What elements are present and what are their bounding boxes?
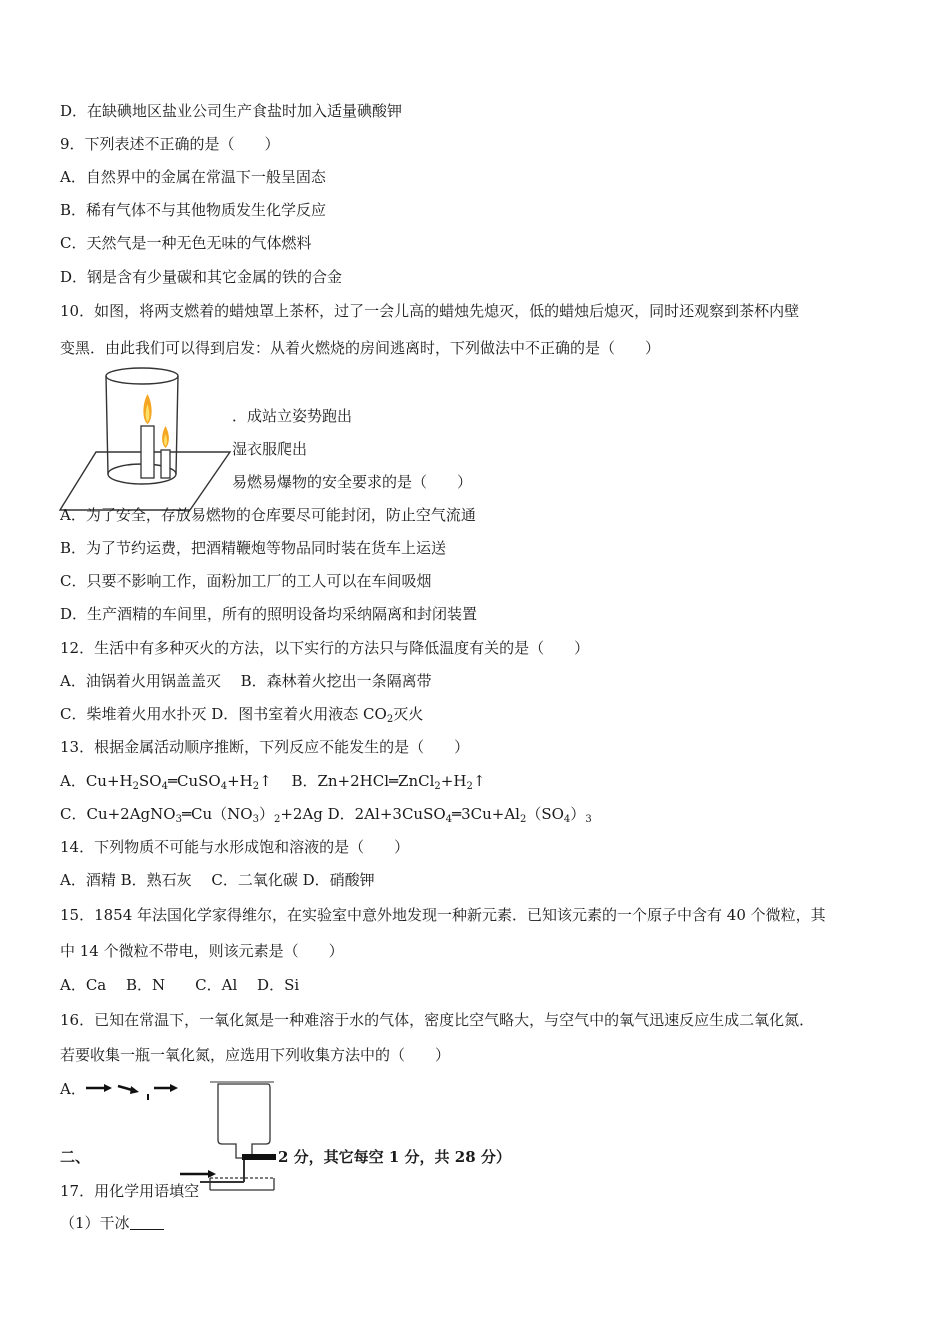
text: ） <box>258 805 274 823</box>
option-line: B．稀有气体不与其他物质发生化学反应 <box>60 201 327 219</box>
question-11-fragment: 易燃易爆物的安全要求的是（ ） <box>232 473 473 491</box>
option-line: A．为了安全，存放易燃物的仓库要尽可能封闭，防止空气流通 <box>60 506 476 524</box>
question-16: 16．已知在常温下，一氧化氮是一种难溶于水的气体，密度比空气略大，与空气中的氧气迅速反应生成二氧化氮． <box>60 1011 815 1029</box>
question-15: 15．1854 年法国化学家得维尔，在实验室中意外地发现一种新元素．已知该元素的一个原子中含有 40 个微粒，其 <box>60 906 826 924</box>
gas-bottle-figure <box>170 1078 276 1196</box>
option-fragment: ．成站立姿势跑出 <box>232 407 353 425</box>
subscript: 3 <box>585 814 592 825</box>
option-line <box>60 704 423 730</box>
question-16-cont: 若要收集一瓶一氧化氮，应选用下列收集方法中的（ ） <box>60 1046 451 1064</box>
question-12: 12．生活中有多种灭火的方法，以下实行的方法只与降低温度有关的是（ ） <box>60 639 590 657</box>
subscript: 2 <box>519 814 527 825</box>
option-line: A．酒精 B．熟石灰 C．二氧化碳 D．硝酸钾 <box>60 871 375 889</box>
text: ═CuSO <box>167 772 221 790</box>
text: ↑ B．Zn+2HCl═ZnCl <box>259 772 435 790</box>
option-line: B．为了节约运费，把酒精鞭炮等物品同时装在货车上运送 <box>60 539 447 557</box>
text: +H <box>227 772 253 790</box>
question-10: 10．如图，将两支燃着的蜡烛罩上茶杯，过了一会儿高的蜡烛先熄灭，低的蜡烛后熄灭，同时还观察到茶杯内壁 <box>60 302 800 320</box>
option-line: A．Ca B．N C．Al D．Si <box>60 976 300 994</box>
subscript: 2 <box>252 781 260 792</box>
subscript: 2 <box>386 714 394 725</box>
option-line: C．只要不影响工作，面粉加工厂的工人可以在车间吸烟 <box>60 572 432 590</box>
text: ═Cu（NO <box>181 805 253 823</box>
subscript: 2 <box>434 781 441 792</box>
question-13: 13．根据金属活动顺序推断，下列反应不能发生的是（ ） <box>60 738 470 756</box>
subscript: 3 <box>175 814 182 825</box>
text: C．Cu+2AgNO <box>60 805 176 823</box>
question-17: 17．用化学用语填空 <box>60 1182 200 1200</box>
question-15-cont: 中 14 个微粒不带电，则该元素是（ ） <box>60 942 344 960</box>
text: +2Ag D．2Al+3CuSO <box>280 805 446 823</box>
question-14: 14．下列物质不可能与水形成饱和溶液的是（ ） <box>60 838 410 856</box>
subscript: 2 <box>466 781 473 792</box>
subscript: 2 <box>132 781 139 792</box>
option-line: D．在缺碘地区盐业公司生产食盐时加入适量碘酸钾 <box>60 102 403 120</box>
candle-cup-figure <box>58 364 240 514</box>
text: 灭火 <box>393 705 424 723</box>
subscript: 4 <box>563 814 571 825</box>
text: SO <box>139 772 162 790</box>
text: +H <box>440 772 467 790</box>
text: （SO <box>526 805 564 823</box>
option-line: A．油锅着火用锅盖盖灭 B．森林着火挖出一条隔离带 <box>60 672 432 690</box>
subscript: 4 <box>161 781 168 792</box>
option-fragment: 湿衣服爬出 <box>232 440 308 458</box>
fill-in-line <box>60 1213 164 1233</box>
option-line: A．自然界中的金属在常温下一般呈固态 <box>60 168 326 186</box>
text: C．柴堆着火用水扑灭 D．图书室着火用液态 CO <box>60 705 387 723</box>
option-line <box>60 771 485 797</box>
section-2-heading-fragment: 2 分，其它每空 1 分，共 28 分） <box>278 1148 511 1166</box>
question-9: 9．下列表述不正确的是（ ） <box>60 135 280 153</box>
option-line: D．生产酒精的车间里，所有的照明设备均采纳隔离和封闭装置 <box>60 605 478 623</box>
option-line: C．天然气是一种无色无味的气体燃料 <box>60 234 312 252</box>
text: （1）干冰 <box>60 1214 130 1232</box>
question-10-cont: 变黑．由此我们可以得到启发：从着火燃烧的房间逃离时，下列做法中不正确的是（ ） <box>60 339 661 357</box>
option-line <box>60 804 592 830</box>
subscript: 2 <box>273 814 281 825</box>
section-2-heading: 二、 <box>60 1148 91 1166</box>
arrow-figures <box>84 1080 184 1104</box>
text: ═3Cu+Al <box>452 805 520 823</box>
subscript: 4 <box>220 781 228 792</box>
text: ↑ <box>472 772 486 790</box>
option-line: D．钢是含有少量碳和其它金属的铁的合金 <box>60 268 343 286</box>
subscript: 4 <box>445 814 453 825</box>
text: ） <box>570 805 586 823</box>
subscript: 3 <box>252 814 259 825</box>
answer-blank[interactable] <box>130 1215 164 1230</box>
text: A．Cu+H <box>60 772 133 790</box>
option-line: A． <box>60 1080 86 1098</box>
